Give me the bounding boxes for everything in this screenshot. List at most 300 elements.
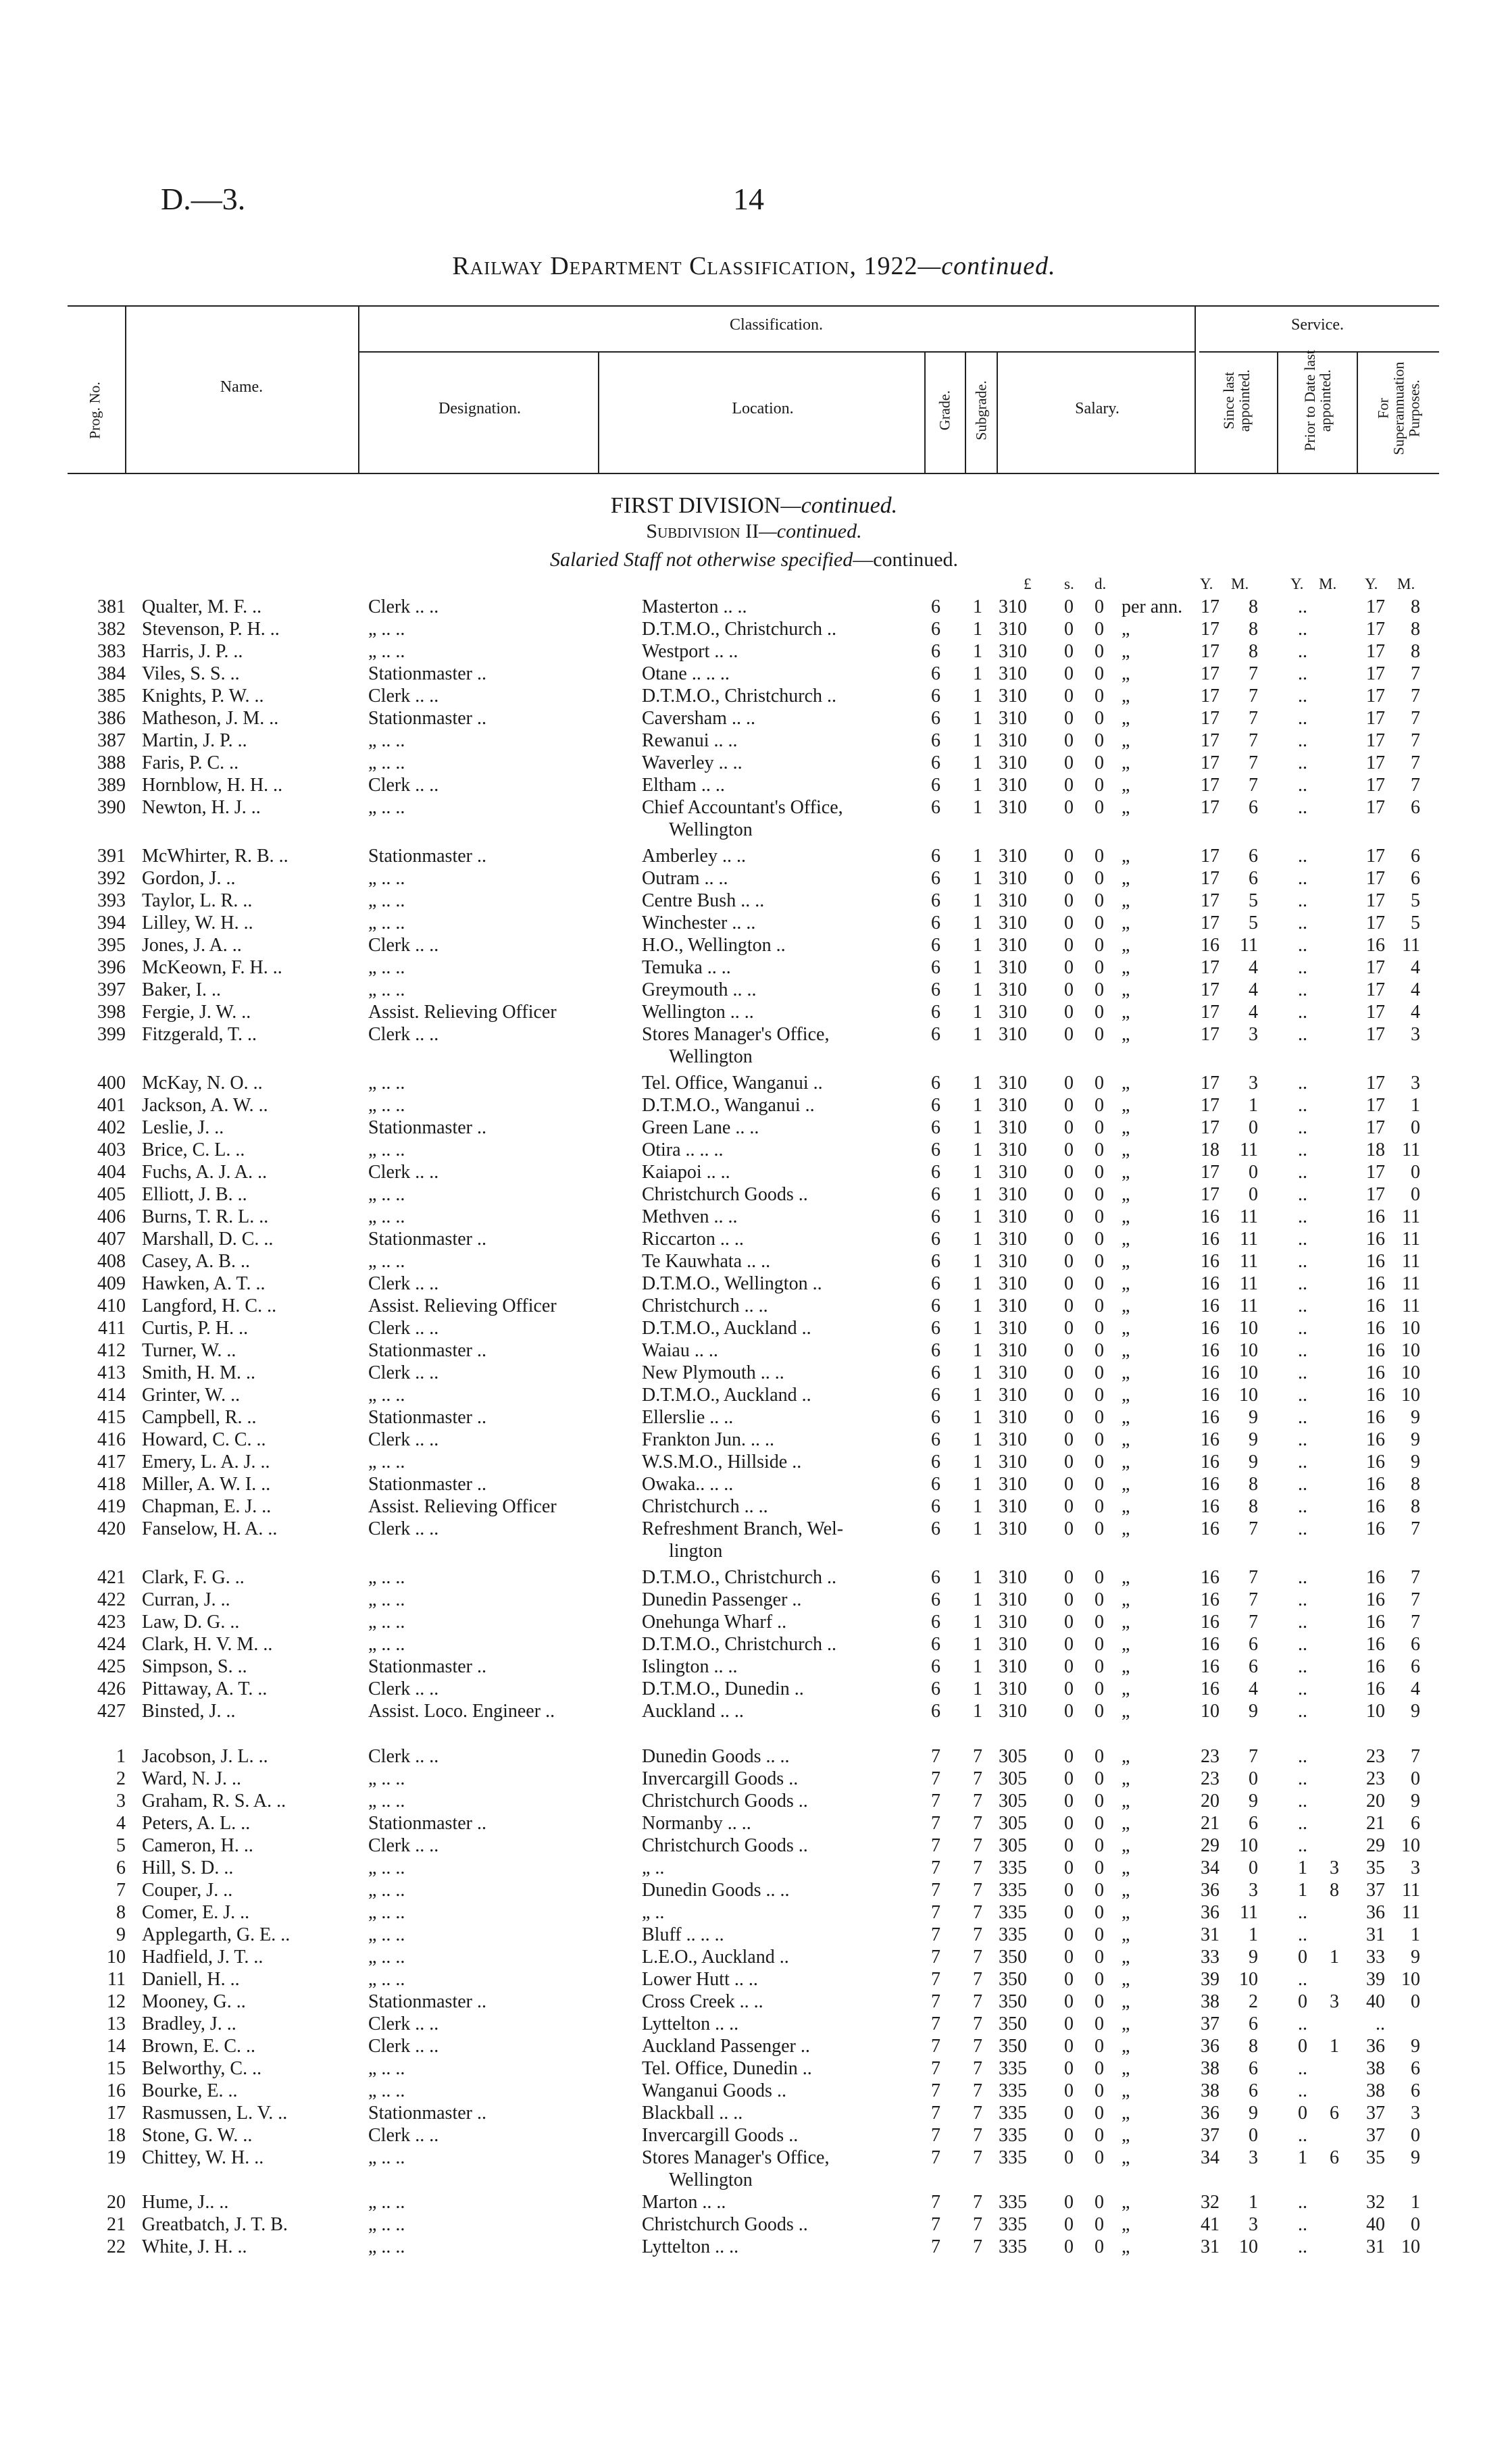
grade: 6 [931, 596, 940, 617]
super-years: 17 [1366, 1024, 1385, 1045]
since-last-months: 6 [1249, 2013, 1258, 2034]
staff-name: Chittey, W. H. .. [142, 2147, 264, 2168]
prior-years: .. [1298, 1073, 1307, 1094]
subdivision-heading [0, 520, 1508, 543]
since-last-years: 17 [1201, 775, 1220, 796]
super-years: 39 [1366, 1969, 1385, 1990]
salary-period: „ [1122, 1656, 1130, 1677]
salary-period: „ [1122, 1429, 1130, 1450]
salary-pence: 0 [1095, 1991, 1104, 2012]
salary-shillings: 0 [1064, 686, 1074, 707]
salary-pence: 0 [1095, 1474, 1104, 1495]
prior-years: .. [1298, 797, 1307, 818]
since-last-months: 9 [1249, 1429, 1258, 1450]
table-row [0, 1339, 1508, 1362]
super-years: 17 [1366, 708, 1385, 729]
designation: Clerk .. .. [368, 1835, 439, 1856]
salary-pounds: 310 [999, 1385, 1027, 1406]
salary-pence: 0 [1095, 752, 1104, 773]
table-row [0, 1857, 1508, 1879]
grade: 7 [931, 2058, 940, 2079]
prior-years: .. [1298, 1139, 1307, 1160]
subgrade: 1 [973, 1340, 982, 1361]
prior-months: 1 [1330, 1947, 1339, 1968]
prog-no: 416 [97, 1429, 126, 1450]
location: D.T.M.O., Dunedin .. [642, 1678, 804, 1699]
prior-years: .. [1298, 957, 1307, 978]
salary-shillings: 0 [1064, 1589, 1074, 1610]
unit-months-1: M. [1231, 575, 1249, 592]
salary-pounds: 310 [999, 1073, 1027, 1094]
super-months: 7 [1411, 1518, 1420, 1539]
staff-name: Leslie, J. .. [142, 1117, 224, 1138]
salary-pounds: 335 [999, 2125, 1027, 2146]
salary-pounds: 310 [999, 1117, 1027, 1138]
designation: „ .. .. [368, 979, 405, 1000]
since-last-years: 20 [1201, 1791, 1220, 1812]
subgrade: 1 [973, 1206, 982, 1227]
table-row [0, 1072, 1508, 1094]
subgrade: 1 [973, 1474, 982, 1495]
since-last-years: 36 [1201, 1880, 1220, 1901]
since-last-years: 17 [1201, 1117, 1220, 1138]
since-last-months: 6 [1249, 797, 1258, 818]
salary-pounds: 310 [999, 1634, 1027, 1655]
super-months: 11 [1402, 1206, 1420, 1227]
grade: 6 [931, 1002, 940, 1023]
salary-pence: 0 [1095, 1746, 1104, 1767]
location: Methven .. .. [642, 1206, 738, 1227]
salary-pounds: 350 [999, 1947, 1027, 1968]
salary-pounds: 310 [999, 1518, 1027, 1539]
table-row [0, 2057, 1508, 2080]
salary-period: „ [1122, 2058, 1130, 2079]
header-classification: Classification. [730, 316, 823, 334]
salary-shillings: 0 [1064, 1452, 1074, 1472]
since-last-months: 2 [1249, 1991, 1258, 2012]
table-row [0, 845, 1508, 867]
salary-period: „ [1122, 686, 1130, 707]
table-row [0, 2013, 1508, 2035]
prior-months: 6 [1330, 2103, 1339, 2124]
grade: 6 [931, 1184, 940, 1205]
location: D.T.M.O., Christchurch .. [642, 1567, 836, 1588]
salary-period: „ [1122, 2125, 1130, 2146]
since-last-months: 6 [1249, 846, 1258, 867]
subgrade: 1 [973, 596, 982, 617]
prog-no: 425 [97, 1656, 126, 1677]
table-row [0, 1790, 1508, 1812]
prior-years: .. [1298, 1385, 1307, 1406]
staff-name: Couper, J. .. [142, 1880, 233, 1901]
table-row [0, 596, 1508, 618]
super-months: 6 [1411, 1813, 1420, 1834]
location-cont: lington [669, 1541, 723, 1562]
since-last-years: 38 [1201, 2080, 1220, 2101]
since-last-months: 10 [1239, 1362, 1258, 1383]
designation: „ .. .. [368, 2147, 405, 2168]
super-years: 17 [1366, 957, 1385, 978]
salary-pounds: 310 [999, 1273, 1027, 1294]
salary-pounds: 335 [999, 2147, 1027, 2168]
unit-shilling: s. [1064, 575, 1074, 592]
prior-years: .. [1298, 1162, 1307, 1183]
prior-years: 1 [1298, 2147, 1307, 2168]
since-last-years: 17 [1201, 1073, 1220, 1094]
designation: Clerk .. .. [368, 1273, 439, 1294]
location: W.S.M.O., Hillside .. [642, 1452, 802, 1472]
salary-pounds: 350 [999, 2036, 1027, 2057]
grade: 6 [931, 1362, 940, 1383]
table-row [0, 1901, 1508, 1924]
since-last-years: 37 [1201, 2125, 1220, 2146]
salary-pounds: 310 [999, 1362, 1027, 1383]
since-last-years: 29 [1201, 1835, 1220, 1856]
prog-no: 414 [97, 1385, 126, 1406]
table-row [0, 1116, 1508, 1139]
salary-pounds: 310 [999, 1701, 1027, 1722]
designation: „ .. .. [368, 2192, 405, 2213]
since-last-months: 5 [1249, 913, 1258, 933]
table-row [0, 752, 1508, 774]
header-prog-no: Prog. No. [86, 382, 103, 440]
salary-pence: 0 [1095, 797, 1104, 818]
salary-shillings: 0 [1064, 1496, 1074, 1517]
super-months: 0 [1411, 1162, 1420, 1183]
designation: Clerk .. .. [368, 2013, 439, 2034]
designation: Stationmaster .. [368, 663, 486, 684]
prior-years: .. [1298, 2214, 1307, 2235]
subgrade: 1 [973, 957, 982, 978]
grade: 6 [931, 1474, 940, 1495]
designation: „ .. .. [368, 1857, 405, 1878]
salary-period: „ [1122, 797, 1130, 818]
salary-pounds: 335 [999, 2192, 1027, 2213]
super-years: 16 [1366, 1340, 1385, 1361]
super-months: 3 [1411, 1073, 1420, 1094]
designation: Clerk .. .. [368, 1518, 439, 1539]
prog-no: 10 [107, 1947, 126, 1968]
salary-pounds: 310 [999, 1656, 1027, 1677]
table-row [0, 1924, 1508, 1946]
table-row [0, 707, 1508, 729]
staff-name: Emery, L. A. J. .. [142, 1452, 270, 1472]
prog-no: 392 [97, 868, 126, 889]
location: Stores Manager's Office, [642, 2147, 830, 2168]
subgrade: 1 [973, 1295, 982, 1316]
designation: „ .. .. [368, 1924, 405, 1945]
subgrade: 1 [973, 1452, 982, 1472]
designation: „ .. .. [368, 1589, 405, 1610]
table-row [0, 2080, 1508, 2102]
super-months: 0 [1411, 2214, 1420, 2235]
location: Rewanui .. .. [642, 730, 738, 751]
salary-pence: 0 [1095, 846, 1104, 867]
staff-name: Brice, C. L. .. [142, 1139, 245, 1160]
prior-years: .. [1298, 2125, 1307, 2146]
grade: 7 [931, 1991, 940, 2012]
staff-name: Taylor, L. R. .. [142, 890, 253, 911]
salary-shillings: 0 [1064, 1407, 1074, 1428]
since-last-years: 23 [1201, 1746, 1220, 1767]
subgrade: 7 [973, 1991, 982, 2012]
grade: 6 [931, 663, 940, 684]
subgrade: 1 [973, 1184, 982, 1205]
location: Outram .. .. [642, 868, 728, 889]
location: Dunedin Goods .. .. [642, 1746, 790, 1767]
super-months: 6 [1411, 2058, 1420, 2079]
since-last-years: 16 [1201, 1385, 1220, 1406]
grade: 7 [931, 2192, 940, 2213]
grade: 7 [931, 1746, 940, 1767]
grade: 6 [931, 1634, 940, 1655]
since-last-months: 7 [1249, 708, 1258, 729]
prior-years: .. [1298, 1452, 1307, 1472]
since-last-months: 4 [1249, 1002, 1258, 1023]
super-months: 7 [1411, 1746, 1420, 1767]
since-last-years: 16 [1201, 1612, 1220, 1633]
super-months: 8 [1411, 1474, 1420, 1495]
grade: 6 [931, 619, 940, 640]
prog-no: 382 [97, 619, 126, 640]
salary-pence: 0 [1095, 1567, 1104, 1588]
salary-pounds: 335 [999, 1880, 1027, 1901]
designation: „ .. .. [368, 2236, 405, 2257]
salary-shillings: 0 [1064, 2013, 1074, 2034]
table-row [0, 1183, 1508, 1206]
salary-pounds: 310 [999, 641, 1027, 662]
designation: „ .. .. [368, 1139, 405, 1160]
since-last-years: 32 [1201, 2192, 1220, 2213]
salary-pence: 0 [1095, 957, 1104, 978]
salary-period: „ [1122, 1746, 1130, 1767]
location: D.T.M.O., Wellington .. [642, 1273, 822, 1294]
prog-no: 426 [97, 1678, 126, 1699]
header-grade: Grade. [936, 390, 953, 431]
super-years: 17 [1366, 1095, 1385, 1116]
prog-no: 401 [97, 1095, 126, 1116]
super-months: 11 [1402, 1273, 1420, 1294]
staff-name: Jones, J. A. .. [142, 935, 242, 956]
designation: Stationmaster .. [368, 1340, 486, 1361]
super-years: 16 [1366, 1634, 1385, 1655]
salary-period: „ [1122, 1340, 1130, 1361]
designation: „ .. .. [368, 641, 405, 662]
since-last-months: 11 [1240, 1273, 1258, 1294]
staff-name: Stone, G. W. .. [142, 2125, 253, 2146]
since-last-months: 4 [1249, 979, 1258, 1000]
location: Eltham .. .. [642, 775, 725, 796]
prog-no: 12 [107, 1991, 126, 2012]
staff-name: Turner, W. .. [142, 1340, 236, 1361]
location: D.T.M.O., Wanganui .. [642, 1095, 815, 1116]
salary-shillings: 0 [1064, 2236, 1074, 2257]
super-years: 16 [1366, 1589, 1385, 1610]
prior-years: .. [1298, 1612, 1307, 1633]
table-row [0, 2213, 1508, 2236]
prog-no: 405 [97, 1184, 126, 1205]
super-months: 4 [1411, 1002, 1420, 1023]
grade: 7 [931, 2103, 940, 2124]
since-last-years: 17 [1201, 913, 1220, 933]
salary-pence: 0 [1095, 2036, 1104, 2057]
super-months: 11 [1402, 1295, 1420, 1316]
prog-no: 400 [97, 1073, 126, 1094]
table-row [0, 1745, 1508, 1768]
super-months: 7 [1411, 752, 1420, 773]
salary-period: „ [1122, 1139, 1130, 1160]
super-years: 23 [1366, 1768, 1385, 1789]
since-last-months: 3 [1249, 2214, 1258, 2235]
since-last-years: 16 [1201, 1656, 1220, 1677]
table-row [0, 1317, 1508, 1339]
table-row [0, 1228, 1508, 1250]
salary-period: „ [1122, 1251, 1130, 1272]
prior-years: .. [1298, 846, 1307, 867]
salary-period: „ [1122, 846, 1130, 867]
staff-name: Binsted, J. .. [142, 1701, 236, 1722]
designation: „ .. .. [368, 957, 405, 978]
super-years: 10 [1366, 1701, 1385, 1722]
prior-years: .. [1298, 2058, 1307, 2079]
designation: Assist. Loco. Engineer .. [368, 1701, 555, 1722]
super-months: 4 [1411, 979, 1420, 1000]
location: Invercargill Goods .. [642, 1768, 799, 1789]
super-months: 1 [1411, 1095, 1420, 1116]
designation: Clerk .. .. [368, 1162, 439, 1183]
prog-no: 398 [97, 1002, 126, 1023]
salary-shillings: 0 [1064, 935, 1074, 956]
super-months: 9 [1411, 1452, 1420, 1472]
since-last-years: 31 [1201, 2236, 1220, 2257]
grade: 6 [931, 1024, 940, 1045]
prog-no: 2 [116, 1768, 126, 1789]
table-row [0, 1384, 1508, 1406]
salary-shillings: 0 [1064, 1474, 1074, 1495]
salary-pounds: 310 [999, 1184, 1027, 1205]
grade: 6 [931, 1229, 940, 1250]
table-row [0, 796, 1508, 840]
prog-no: 3 [116, 1791, 126, 1812]
table-row [0, 1812, 1508, 1834]
salary-pounds: 310 [999, 1318, 1027, 1339]
salary-pence: 0 [1095, 686, 1104, 707]
salary-shillings: 0 [1064, 1813, 1074, 1834]
super-months: 8 [1411, 1496, 1420, 1517]
designation: „ .. .. [368, 2080, 405, 2101]
super-years: 33 [1366, 1947, 1385, 1968]
salary-pounds: 335 [999, 1924, 1027, 1945]
salary-shillings: 0 [1064, 1340, 1074, 1361]
grade: 7 [931, 1924, 940, 1945]
subgrade: 1 [973, 1162, 982, 1183]
salary-shillings: 0 [1064, 641, 1074, 662]
prior-years: .. [1298, 1567, 1307, 1588]
designation: „ .. .. [368, 1880, 405, 1901]
super-months: 7 [1411, 730, 1420, 751]
salary-pounds: 310 [999, 1496, 1027, 1517]
prog-no: 21 [107, 2214, 126, 2235]
page-reference: D.—3. [161, 182, 246, 216]
salary-pounds: 310 [999, 1340, 1027, 1361]
salary-shillings: 0 [1064, 1073, 1074, 1094]
salary-pounds: 335 [999, 1902, 1027, 1923]
subgrade: 7 [973, 1880, 982, 1901]
salary-pence: 0 [1095, 979, 1104, 1000]
grade: 7 [931, 2147, 940, 2168]
prog-no: 411 [98, 1318, 126, 1339]
since-last-years: 17 [1201, 797, 1220, 818]
staff-name: Harris, J. P. .. [142, 641, 243, 662]
location: H.O., Wellington .. [642, 935, 786, 956]
table-row [0, 729, 1508, 752]
super-years: 17 [1366, 775, 1385, 796]
salary-shillings: 0 [1064, 2125, 1074, 2146]
table-row [0, 1700, 1508, 1722]
salary-pounds: 310 [999, 1407, 1027, 1428]
table-row [0, 1879, 1508, 1901]
salary-period: „ [1122, 1612, 1130, 1633]
title-suffix: —continued. [918, 252, 1056, 280]
staff-name: Gordon, J. .. [142, 868, 236, 889]
since-last-months: 10 [1239, 1318, 1258, 1339]
table-row [0, 1362, 1508, 1384]
prior-years: .. [1298, 1184, 1307, 1205]
prog-no: 424 [97, 1634, 126, 1655]
salary-shillings: 0 [1064, 730, 1074, 751]
location: Temuka .. .. [642, 957, 731, 978]
prior-years: .. [1298, 1902, 1307, 1923]
salary-pounds: 310 [999, 1139, 1027, 1160]
designation: „ .. .. [368, 1969, 405, 1990]
grade: 6 [931, 1251, 940, 1272]
prog-no: 9 [116, 1924, 126, 1945]
super-months: 9 [1411, 1701, 1420, 1722]
staff-name: Clark, F. G. .. [142, 1567, 245, 1588]
table-row [0, 1273, 1508, 1295]
grade: 6 [931, 1139, 940, 1160]
salary-pence: 0 [1095, 1452, 1104, 1472]
designation: Stationmaster .. [368, 708, 486, 729]
grade: 6 [931, 1073, 940, 1094]
location: Christchurch Goods .. [642, 1184, 808, 1205]
since-last-months: 7 [1249, 1567, 1258, 1588]
since-last-years: 16 [1201, 1206, 1220, 1227]
salary-pence: 0 [1095, 1184, 1104, 1205]
since-last-months: 11 [1240, 1206, 1258, 1227]
salary-period: „ [1122, 1991, 1130, 2012]
prog-no: 402 [97, 1117, 126, 1138]
subgrade: 1 [973, 1567, 982, 1588]
subgrade: 1 [973, 890, 982, 911]
salary-period: „ [1122, 1496, 1130, 1517]
staff-name: Smith, H. M. .. [142, 1362, 256, 1383]
salary-pounds: 310 [999, 596, 1027, 617]
salary-pence: 0 [1095, 2236, 1104, 2257]
designation: Stationmaster .. [368, 2103, 486, 2124]
salary-shillings: 0 [1064, 1880, 1074, 1901]
staff-name: Comer, E. J. .. [142, 1902, 250, 1923]
staff-name: Qualter, M. F. .. [142, 596, 262, 617]
location-cont: Wellington [669, 819, 753, 840]
prior-years: .. [1298, 1656, 1307, 1677]
since-last-months: 10 [1239, 1385, 1258, 1406]
salary-period: „ [1122, 663, 1130, 684]
subgrade: 1 [973, 1362, 982, 1383]
super-years: 18 [1366, 1139, 1385, 1160]
since-last-years: 17 [1201, 979, 1220, 1000]
since-last-months: 7 [1249, 775, 1258, 796]
